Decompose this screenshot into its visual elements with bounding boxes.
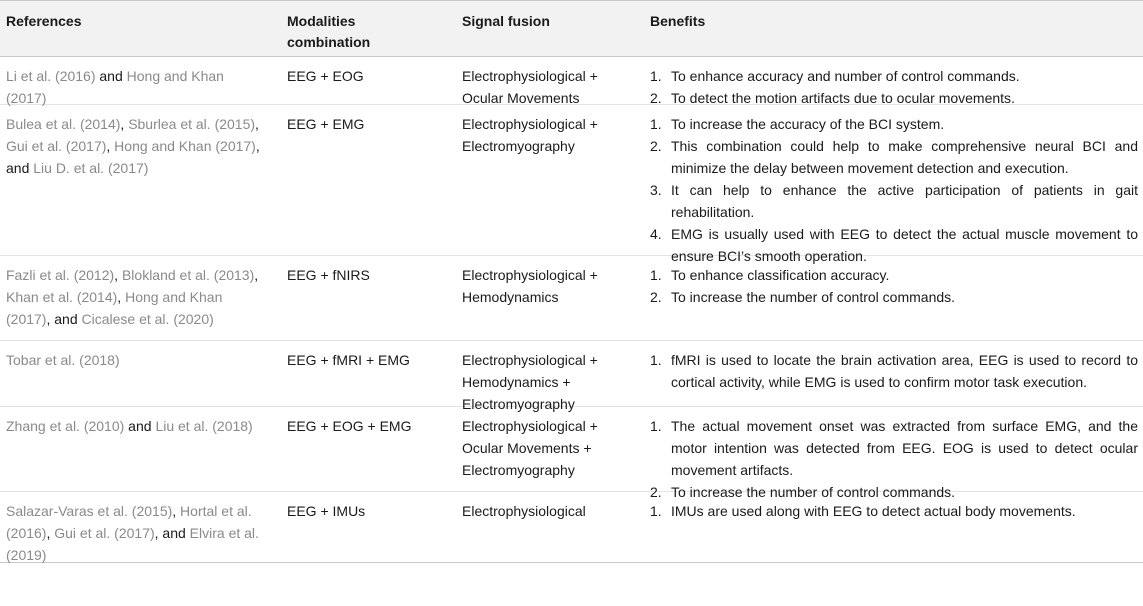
reference-link[interactable]: Tobar et al. (2018) (6, 352, 120, 368)
reference-separator: , (46, 525, 55, 541)
reference-link[interactable]: Gui et al. (2017) (6, 138, 107, 154)
reference-link[interactable]: Hong and Khan (2017) (114, 138, 256, 154)
benefits-cell (650, 349, 1138, 393)
benefit-number: 1. (650, 352, 662, 368)
reference-separator: , and (154, 525, 190, 541)
signal-fusion-cell: Electrophysiological + Ocular Movements (462, 68, 598, 106)
benefits-cell (650, 415, 1138, 503)
reference-link[interactable]: Zhang et al. (2010) (6, 418, 125, 434)
reference-link[interactable]: Hong and Khan (2017) (6, 289, 223, 327)
benefits-list (650, 65, 1138, 109)
benefit-text: To enhance classification accuracy. (671, 267, 890, 283)
reference-link[interactable]: Fazli et al. (2012) (6, 267, 115, 283)
header-modalities: Modalities combination (287, 13, 371, 50)
reference-link[interactable]: Liu et al. (2018) (155, 418, 253, 434)
benefit-text: To enhance accuracy and number of control commands. (671, 68, 1020, 84)
benefit-text: EMG is usually used with EEG to detect the actual muscle movement to ensure BCI’s smooth operation. (671, 226, 1138, 264)
benefit-text: To increase the accuracy of the BCI system. (671, 116, 945, 132)
benefits-list (650, 349, 1138, 393)
table-row (0, 341, 1143, 412)
benefit-number: 2. (650, 289, 662, 305)
benefits-list (650, 500, 1138, 522)
benefits-cell (650, 264, 1138, 308)
reference-separator: , (172, 503, 181, 519)
signal-fusion-cell: Electrophysiological + Hemodynamics (462, 267, 598, 305)
benefit-text: It can help to enhance the active participation of patients in gait rehabilitation. (671, 182, 1138, 220)
reference-link[interactable]: Liu D. et al. (2017) (33, 160, 149, 176)
reference-separator: , (255, 116, 259, 132)
benefits-cell (650, 113, 1138, 267)
table-body (0, 57, 1143, 563)
references-cell (6, 349, 268, 371)
reference-link[interactable]: Hortal et al. (2016) (6, 503, 252, 541)
references-cell (6, 264, 268, 330)
benefit-text: IMUs are used along with EEG to detect actual body movements. (671, 503, 1076, 519)
benefit-item (650, 135, 1138, 179)
table-row (0, 492, 1143, 563)
benefit-number: 2. (650, 90, 662, 106)
references-cell (6, 65, 268, 109)
reference-separator: , (120, 116, 129, 132)
benefits-cell (650, 65, 1138, 109)
benefit-number: 4. (650, 226, 662, 242)
benefit-item (650, 415, 1138, 481)
benefit-number: 1. (650, 418, 662, 434)
benefits-list (650, 415, 1138, 503)
reference-link[interactable]: Salazar-Varas et al. (2015) (6, 503, 173, 519)
benefit-number: 2. (650, 138, 662, 154)
benefits-list (650, 113, 1138, 267)
benefit-text: To increase the number of control commands. (671, 484, 956, 500)
table-header (0, 0, 1143, 57)
benefit-number: 3. (650, 182, 662, 198)
header-benefits: Benefits (650, 13, 706, 29)
references-cell (6, 415, 268, 437)
reference-link[interactable]: Cicalese et al. (2020) (81, 311, 214, 327)
reference-separator: , and (46, 311, 82, 327)
table-row (0, 256, 1143, 341)
references-cell (6, 113, 268, 179)
reference-separator: , (117, 289, 126, 305)
benefit-item (650, 179, 1138, 223)
benefit-item (650, 500, 1138, 522)
signal-fusion-cell: Electrophysiological + Ocular Movements + Electromyography (462, 418, 598, 478)
benefit-item (650, 65, 1138, 87)
modalities-cell: EEG + EOG (287, 68, 364, 84)
benefits-list (650, 264, 1138, 308)
reference-link[interactable]: Li et al. (2016) (6, 68, 96, 84)
benefits-cell (650, 500, 1138, 522)
reference-separator: , and (6, 138, 260, 176)
table-row (0, 105, 1143, 264)
modalities-cell: EEG + fNIRS (287, 267, 370, 283)
reference-link[interactable]: Khan et al. (2014) (6, 289, 118, 305)
table-row (0, 407, 1143, 500)
benefit-item (650, 286, 1138, 308)
signal-fusion-cell: Electrophysiological (462, 503, 586, 519)
modalities-cell: EEG + EOG + EMG (287, 418, 412, 434)
modalities-cell: EEG + IMUs (287, 503, 366, 519)
reference-link[interactable]: Elvira et al. (2019) (6, 525, 259, 563)
reference-separator: , (254, 267, 259, 283)
benefit-text: To increase the number of control commands. (671, 289, 956, 305)
reference-link[interactable]: Blokland et al. (2013) (121, 267, 255, 283)
signal-fusion-cell: Electrophysiological + Hemodynamics + Electromyography (462, 352, 598, 412)
header-references: References (6, 13, 82, 29)
table-row (0, 57, 1143, 105)
benefit-number: 1. (650, 116, 662, 132)
reference-link[interactable]: Hong and Khan (2017) (6, 68, 224, 106)
benefit-number: 1. (650, 267, 662, 283)
header-signal-fusion: Signal fusion (462, 13, 550, 29)
reference-separator: and (124, 418, 156, 434)
benefit-item (650, 113, 1138, 135)
reference-separator: , (106, 138, 115, 154)
reference-link[interactable]: Bulea et al. (2014) (6, 116, 121, 132)
modalities-cell: EEG + EMG (287, 116, 365, 132)
reference-separator: and (95, 68, 127, 84)
benefit-number: 2. (650, 484, 662, 500)
benefit-item (650, 264, 1138, 286)
benefit-number: 1. (650, 503, 662, 519)
benefit-number: 1. (650, 68, 662, 84)
benefit-text: To detect the motion artifacts due to ocular movements. (671, 90, 1015, 106)
reference-link[interactable]: Gui et al. (2017) (54, 525, 155, 541)
benefit-text: fMRI is used to locate the brain activation area, EEG is used to record to cortical activity, while EMG is used to confirm motor task execution. (671, 352, 1138, 390)
benefit-item (650, 349, 1138, 393)
reference-separator: , (114, 267, 122, 283)
modalities-cell: EEG + fMRI + EMG (287, 352, 410, 368)
reference-link[interactable]: Sburlea et al. (2015) (128, 116, 256, 132)
signal-fusion-cell: Electrophysiological + Electromyography (462, 116, 598, 154)
benefit-text: The actual movement onset was extracted from surface EMG, and the motor intention was detected from EEG. EOG is used to detect ocular movement artifacts. (671, 418, 1138, 478)
references-cell (6, 500, 268, 566)
benefit-text: This combination could help to make comprehensive neural BCI and minimize the delay between movement detection and execution. (671, 138, 1138, 176)
